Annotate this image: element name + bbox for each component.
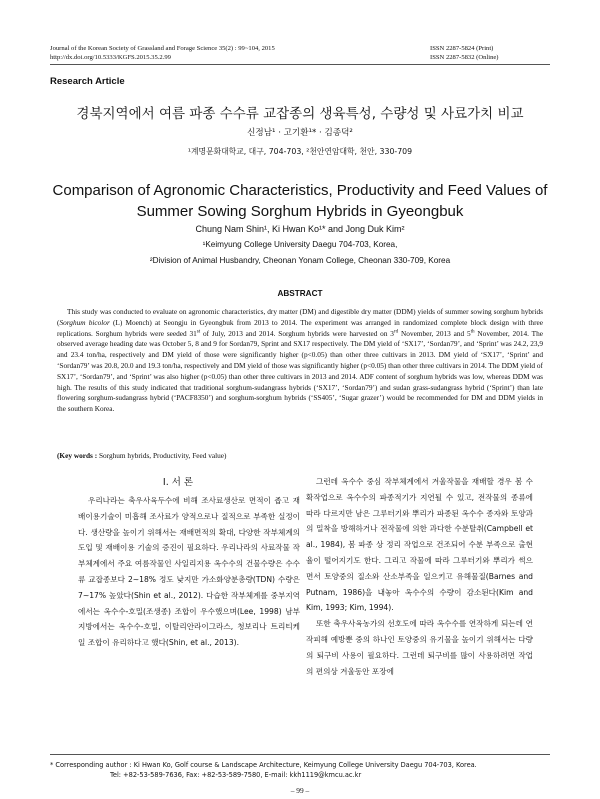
- corresponding-author-footnote: [50, 760, 550, 780]
- abstract-text-2: (L) Moench) at Seongju in Gyeongbuk from 2013 to 2014. The experiment was arranged in randomized complete block design with three replications. Sorghum hybrids were seeded 31: [57, 317, 543, 338]
- english-title: [40, 180, 560, 222]
- superscript-rd: rd: [393, 328, 399, 335]
- superscript-th: th: [470, 328, 475, 335]
- journal-citation: Journal of the Korean Society of Grassland and Forage Science 35(2) : 99~104, 2015: [50, 45, 275, 52]
- species-name: Sorghum bicolor: [59, 317, 110, 327]
- superscript-st: st: [196, 328, 201, 335]
- keywords: [57, 451, 543, 462]
- abstract-text-1: This study was conducted to evaluate on agronomic characteristics, dry matter (DM) and digestible dry matter (DDM) yields of summer sowing sorghum hybrids (: [57, 307, 543, 327]
- english-title-line2: Summer Sowing Sorghum Hybrids in Gyeongbuk: [136, 203, 464, 220]
- abstract-text-3: of July, 2013 and 2014. Sorghum hybrids were harvested on 3: [200, 328, 394, 338]
- abstract-body: [57, 307, 543, 415]
- journal-header: [50, 44, 275, 62]
- keywords-label: (Key words :: [57, 451, 98, 460]
- abstract-text-4: November, 2013 and 5: [398, 328, 471, 338]
- footnote-line1: * Corresponding author : Ki Hwan Ko, Golf course & Landscape Architecture, Keimyung College University Daegu 704-703, Korea.: [50, 761, 477, 769]
- header-rule: [50, 64, 550, 65]
- korean-title: 경북지역에서 여름 파종 수수류 교잡종의 생육특성, 수량성 및 사료가치 비교: [76, 106, 524, 122]
- english-authors: Chung Nam Shin¹, Ki Hwan Ko¹* and Jong Duk Kim²: [195, 224, 405, 234]
- english-title-line1: Comparison of Agronomic Characteristics, Productivity and Feed Values of: [52, 182, 548, 199]
- issn-block: [430, 44, 499, 62]
- korean-affiliations: ¹계명문화대학교, 대구, 704-703, ²천안연암대학, 천안, 330-709: [187, 147, 413, 156]
- page-number: – 99 –: [290, 786, 310, 795]
- body-paragraph: 우리나라는 축우사육두수에 비해 조사료생산로 면적이 좁고 재배이용기술이 미흡해 조사료가 양적으로나 질적으로 부족한 실정이다. 생산량을 높이기 위해서는 재배면적의 확대, 다양한 작부체계의 도입 및 재배이용 기술의 증진이 필요하다. 우리나라의 사료작물 작부체계에서 주요 여름작물인 사일리지용 옥수수의 건물수량은 수수류 교잡종보다 2~18% 정도 낮지만 가소화양분총량(TDN) 수량은 7~17% 높았다(Shin et al., 2012). 다습한 작부체계를 중부지역에서는 옥수수-호밀(조생종) 조합이 우수했으며(Lee, 1998) 남부지방에서는 옥수수-호밀, 이탈리안라이그라스, 청보리나 트리티케일 조합이 유리하다고 했다(Shin, et al., 2013).: [78, 496, 300, 648]
- body-paragraph: 또한 축우사육농가의 선호도에 따라 옥수수를 연작하게 되는데 연작피해 예방뿐 중의 하나인 토양중의 유기물을 높이기 위해서는 다량의 퇴구비 사용이 필요하다. 그런데 퇴구비를 많이 사용하려면 작업의 편의상 겨울동안 포장에: [306, 619, 533, 676]
- korean-authors: 신정남¹ · 고기환¹* · 김종덕²: [247, 128, 353, 138]
- issn-online: ISSN 2287-5832 (Online): [430, 54, 499, 61]
- doi-link[interactable]: http://dx.doi.org/10.5333/KGFS.2015.35.2.99: [50, 54, 171, 61]
- footnote-line2: Tel: +82-53-589-7636, Fax: +82-53-589-7580, E-mail: kkh1119@kmcu.ac.kr: [110, 771, 362, 779]
- keywords-text: Sorghum hybrids, Productivity, Feed value): [97, 451, 227, 460]
- abstract-heading: ABSTRACT: [277, 289, 323, 298]
- issn-print: ISSN 2287-5824 (Print): [430, 45, 494, 52]
- english-affiliation-2: ²Division of Animal Husbandry, Cheonan Yonam College, Cheonan 330-709, Korea: [149, 256, 451, 265]
- footnote-rule: [50, 754, 550, 755]
- body-right-column: [306, 474, 533, 679]
- body-paragraph: 그런데 옥수수 중심 작부체계에서 겨울작물을 재배할 경우 봄 수확작업으로 옥수수의 파종적기가 지연될 수 있고, 전작물의 종류에 따라 다르지만 남은 그루터기와 뿌리가 파종된 옥수수 종자와 토양과의 밀착을 방해하거나 전작물에 의한 과다한 수분탈취(Campbell et al., 1984), 봄 파종 상 정리 작업으로 건조되어 수분 부족으로 출현율이 떨어지기도 한다. 그리고 작물에 따라 그루터기와 뿌리가 썩으면서 토양중의 질소와 산소부족을 일으키고 유해물질(Barnes and Putnam, 1986)을 내놓아 옥수수의 수량이 감소된다(Kim and Kim, 1993; Kim, 1994).: [306, 477, 533, 613]
- section-heading-introduction: Ⅰ. 서 론: [162, 477, 194, 488]
- article-type: Research Article: [50, 76, 125, 87]
- abstract-text-5: November, 2014. The observed average heading date was October 5, 8 and 9 for Sordan79, Sprint and SX17 respectively. The DM yield of ‘SX17’, ‘Sordan79’, and ‘Sprint’ was 24.2, 23,9 and 23.4 ton/ha, respectively and DM yield of those were significantly higher (p<0.05) than other three cultivars in 2013. DM yield of ‘SX17’, ‘Sprint’ and ‘Sordan79’ was 20.8, 20.0 and 19.3 ton/ha, respectively and DM yield of those was significantly higher (p<0.05) than other three cultivars in 2014. The DDM yield of SX17’, ‘Sordan79’, and ‘Sprint’ was also higher (p<0.05) than other three cultivars in 2013 and 2014. ADF content of sorghum hybrids was low, whereas DDM was high. The results of this study indicated that traditional sorghum-sudangrass hybrids (‘SX17’, ‘Sordan79’) and sudan grass-sudangrass hybrid (‘Sprint’) than late flowering sorghum-sudangrass hybrid (‘PACF8350’) and sorghum-sorghum hybrids (‘SS405’, ‘Sugar grazer’) would be recommended for DM and DDM yields in the southern Korea.: [57, 328, 543, 414]
- body-left-column: [78, 493, 300, 651]
- english-affiliation-1: ¹Keimyung College University Daegu 704-703, Korea,: [202, 240, 398, 249]
